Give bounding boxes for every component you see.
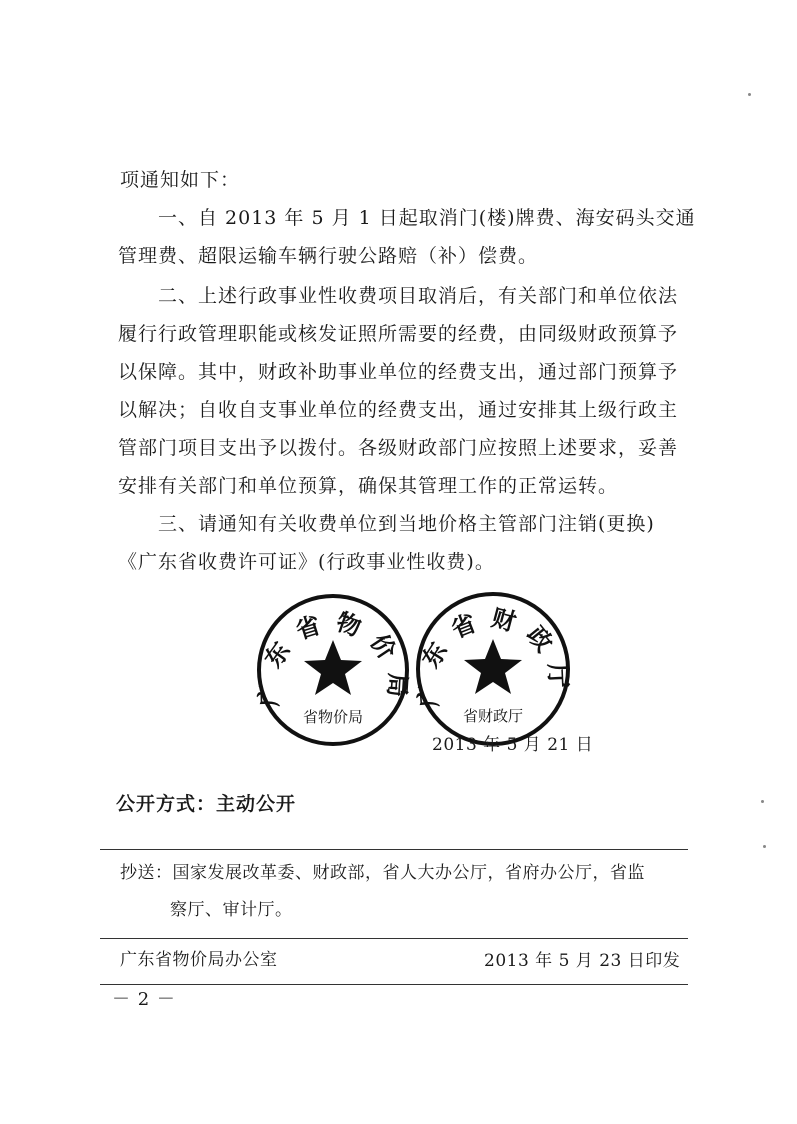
disclosure-method: 公开方式：主动公开 — [116, 793, 297, 815]
item-2-line-2: 履行行政管理职能或核发证照所需要的经费，由同级财政预算予 — [118, 323, 679, 345]
item-2-line-3: 以保障。其中，财政补助事业单位的经费支出，通过部门预算予 — [118, 361, 679, 383]
price-bureau-seal — [253, 590, 413, 750]
item-2-line-5: 管部门项目支出予以拨付。各级财政部门应按照上述要求，妥善 — [118, 437, 679, 459]
item-2-line-6: 安排有关部门和单位预算，确保其管理工作的正常运转。 — [118, 475, 619, 497]
cc-line-2: 察厅、审计厅。 — [170, 900, 293, 920]
footer-rule — [100, 984, 688, 985]
scan-speck — [748, 93, 751, 96]
item-2-line-4: 以解决；自收自支事业单位的经费支出，通过安排其上级行政主 — [118, 399, 679, 421]
issuing-office: 广东省物价局办公室 — [120, 950, 278, 970]
star-icon — [464, 639, 522, 694]
scan-speck — [763, 845, 766, 848]
cc-top-rule — [100, 849, 688, 850]
price-bureau-seal-arc: 广东省物价局 — [254, 607, 412, 710]
signing-date: 2013 年 5 月 21 日 — [432, 735, 594, 755]
finance-department-seal — [412, 588, 574, 750]
price-bureau-seal-center: 省物价局 — [302, 708, 364, 726]
item-1-line-2: 管理费、超限运输车辆行驶公路赔（补）偿费。 — [118, 245, 539, 267]
item-2-line-1: 二、上述行政事业性收费项目取消后，有关部门和单位依法 — [158, 285, 679, 307]
item-3-line-1: 三、请通知有关收费单位到当地价格主管部门注销(更换) — [158, 513, 655, 535]
cc-bottom-rule — [100, 938, 688, 939]
lead-line: 项通知如下： — [120, 169, 241, 191]
star-icon — [304, 640, 362, 695]
page-number: － 2 － — [112, 989, 176, 1010]
item-1-line-1: 一、自 2013 年 5 月 1 日起取消门(楼)牌费、海安码头交通 — [158, 207, 696, 229]
item-3-line-2: 《广东省收费许可证》(行政事业性收费)。 — [118, 551, 495, 573]
cc-line-1: 抄送：国家发展改革委、财政部，省人大办公厅，省府办公厅，省监 — [120, 863, 645, 883]
finance-department-seal-center: 省财政厅 — [462, 707, 524, 725]
finance-department-seal-arc: 广东省财政厅 — [412, 603, 573, 709]
scan-speck — [761, 800, 764, 803]
print-date: 2013 年 5 月 23 日印发 — [484, 951, 681, 971]
